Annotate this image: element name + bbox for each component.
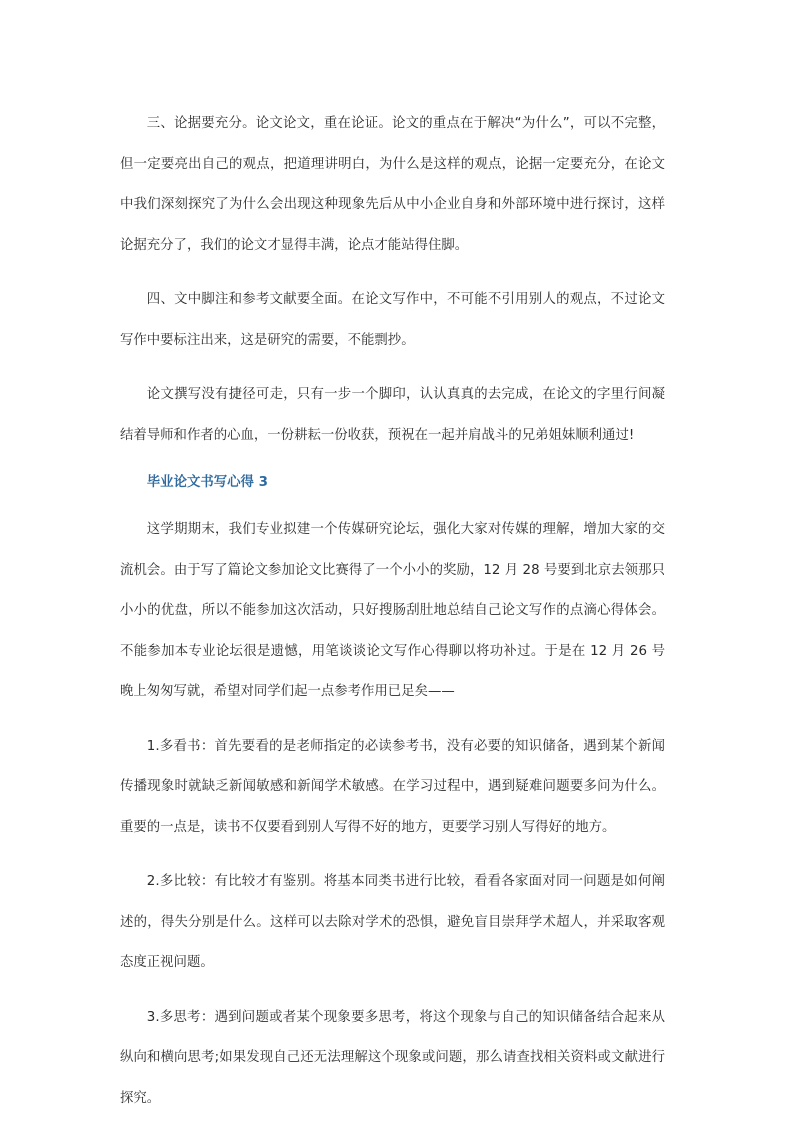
paragraph-footnotes: 四、文中脚注和参考文献要全面。在论文写作中，不可能不引用别人的观点，不过论文写作中要标注出来，这是研究的需要，不能剽抄。 [120, 292, 665, 348]
paragraph-intro: 这学期期末，我们专业拟建一个传媒研究论坛，强化大家对传媒的理解，增加大家的交流机会。由于写了篇论文参加论文比赛得了一个小小的奖励，12 月 28 号要到北京去领那只小小的优盘，所以不能参加这次活动，只好搜肠刮肚地总结自己论文写作的点滴心得体会。不能参加本专业论坛很是遗憾，用笔谈谈论文写作心得聊以将功补过。于是在 12 月 26 号晚上匆匆写就，希望对同学们起一点参考作用已足矣—— [120, 522, 665, 699]
section-heading: 毕业论文书写心得 3 [146, 475, 268, 490]
paragraph-conclusion: 论文撰写没有捷径可走，只有一步一个脚印，认认真真的去完成，在论文的字里行间凝结着导师和作者的心血，一份耕耘一份收获，预祝在一起并肩战斗的兄弟姐妹顺利通过! [120, 387, 665, 443]
document-page [120, 104, 665, 1133]
paragraph-read-more: 1.多看书：首先要看的是老师指定的必读参考书，没有必要的知识储备，遇到某个新闻传播现象时就缺乏新闻敏感和新闻学术敏感。在学习过程中，遇到疑难问题要多问为什么。重要的一点是，读书不仅要看到别人写得不好的地方，更要学习别人写得好的地方。 [120, 738, 665, 835]
paragraph-arguments: 三、论据要充分。论文论文，重在论证。论文的重点在于解决“为什么”，可以不完整，但一定要亮出自己的观点，把道理讲明白，为什么是这样的观点，论据一定要充分，在论文中我们深刻探究了为什么会出现这种现象先后从中小企业自身和外部环境中进行探讨，这样论据充分了，我们的论文才显得丰满，论点才能站得住脚。 [120, 116, 665, 253]
paragraph-compare-more: 2.多比较：有比较才有鉴别。将基本同类书进行比较，看看各家面对同一问题是如何阐述的，得失分别是什么。这样可以去除对学术的恐惧，避免盲目崇拜学术超人，并采取客观态度正视问题。 [120, 874, 665, 970]
paragraph-think-more: 3.多思考：遇到问题或者某个现象要多思考，将这个现象与自己的知识储备结合起来从纵向和横向思考;如果发现自己还无法理解这个现象或问题，那么请查找相关资料或文献进行探究。 [120, 1009, 665, 1106]
